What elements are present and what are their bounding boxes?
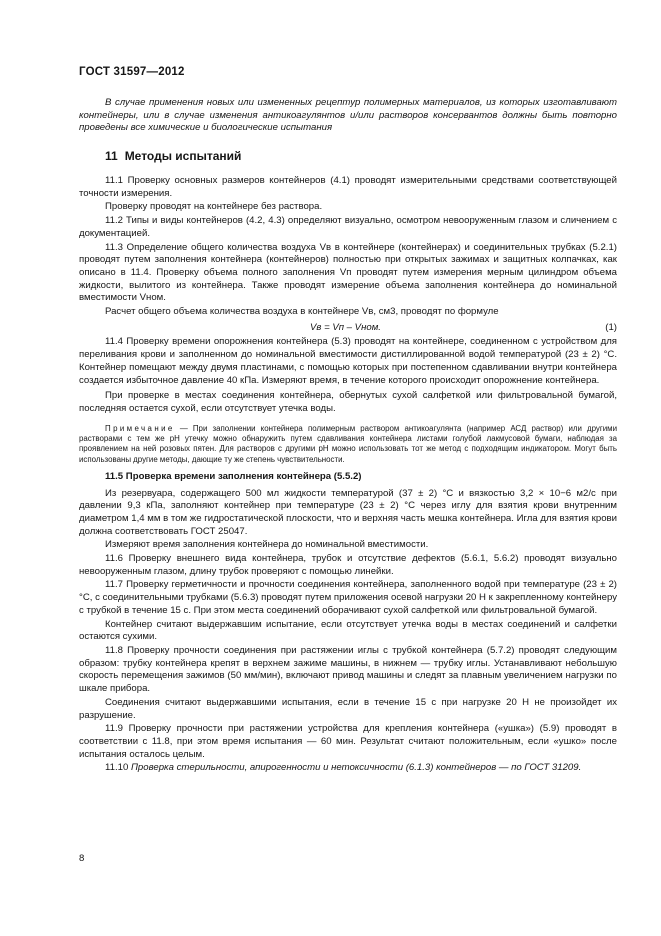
formula-row <box>79 322 617 335</box>
paragraph-11-9: 11.9 Проверку прочности при растяжении устройства для крепления контейнера («ушка») (5.9) проводят в соответствии с 11.8, при этом время испытания — 60 мин. Результат считают положительным, если «ушко» после испытания осталось целым. <box>79 723 617 760</box>
paragraph-11-10-text: Проверка стерильности, апирогенности и нетоксичности (6.1.3) контейнеров — по ГОСТ 31209. <box>130 762 582 774</box>
document-header: ГОСТ 31597—2012 <box>79 66 185 78</box>
note-text: — При заполнении контейнера полимерным раствором антикоагулянта (например АСД раствор) или другими растворами с тем же pH утечку можно обнаружить путем сдавливания контейнера листами голубой лакмусовой бумаги, наблюдая за проявлением на ней розовых пятен. Для растворов с другими pH можно использовать тот же метод с подходящим индикатором. Могут быть использованы другие методы, дающие ту же степень чувствительности. <box>79 423 617 464</box>
paragraph-11-1: 11.1 Проверку основных размеров контейнеров (4.1) проводят измерительными средствами соответствующей точности измерения. <box>79 175 617 199</box>
paragraph-11-4b: При проверке в местах соединения контейнера, обернутых сухой салфеткой или фильтровальной бумагой, последняя остается сухой, если отсутствует утечка воды. <box>79 390 617 414</box>
paragraph-11-8b: Соединения считают выдержавшими испытания, если в течение 15 с при нагрузке 20 Н не произойдет их разрушение. <box>79 696 617 721</box>
subsection-title-11-5: 11.5 Проверка времени заполнения контейнера (5.5.2) <box>105 470 362 482</box>
formula: Vв = Vп – Vном. <box>310 321 381 333</box>
section-heading <box>105 149 241 163</box>
paragraph-11-7b: Контейнер считают выдержавшим испытание, если отсутствует утечка воды в местах соединений и салфетки остаются сухими. <box>79 618 617 643</box>
paragraph-11-10-number: 11.10 <box>105 762 131 774</box>
paragraph-11-6: 11.6 Проверку внешнего вида контейнера, трубок и отсутствие дефектов (5.6.1, 5.6.2) проводят визуально невооруженным глазом, длину трубок проверяют с помощью линейки. <box>79 553 617 577</box>
section-body <box>79 175 617 775</box>
note-label: Примечание <box>105 423 175 433</box>
formula-number: (1) <box>605 321 617 333</box>
paragraph-11-2: 11.2 Типы и виды контейнеров (4.2, 4.3) определяют визуально, осмотром невооруженным глазом и сличением с документацией. <box>79 215 617 239</box>
section-title: Методы испытаний <box>124 149 242 163</box>
intro-paragraph <box>79 97 617 135</box>
paragraph-11-5b: Измеряют время заполнения контейнера до номинальной вместимости. <box>105 539 429 551</box>
note <box>79 424 617 465</box>
paragraph-11-1b: Проверку проводят на контейнере без раствора. <box>105 201 323 213</box>
paragraph-11-7: 11.7 Проверку герметичности и прочности соединения контейнера, заполненного водой при температуре (23 ± 2) °С, с соединительными трубками (5.6.3) проводят путем приложения осевой нагрузки 20 Н к закрепленному контейнеру с трубкой в течение 15 с. При этом места соединений оборачивают сухой салфеткой или фильтровальной бумагой. <box>79 579 617 616</box>
intro-text: В случае применения новых или измененных рецептур полимерных материалов, из которых изготавливают контейнеры, или в случае изменения антикоагулянтов и/или растворов консервантов должны быть повторно проведены все химические и биологические испытания <box>79 97 617 134</box>
paragraph-11-8: 11.8 Проверку прочности соединения при растяжении иглы с трубкой контейнера (5.7.2) проводят следующим образом: трубку контейнера крепят в верхнем зажиме машины, в нижнем — трубку иглы. Устанавливают небольшую скорость перемещения зажимов (50 мм/мин), включают привод машины и следят за плавным увеличением нагрузки по шкале прибора. <box>79 644 617 695</box>
paragraph-11-10 <box>79 762 617 775</box>
page-number: 8 <box>79 853 85 864</box>
paragraph-11-3b: Расчет общего объема количества воздуха в контейнере Vв, см3, проводят по формуле <box>105 306 499 318</box>
paragraph-11-4: 11.4 Проверку времени опорожнения контейнера (5.3) проводят на контейнере, соединенном с устройством для переливания крови и заполненном до номинальной вместимости дистиллированной водой температурой (23 ± 2) °С. Контейнер помещают между двумя пластинами, с помощью которых при постепенном сдавливании внутри контейнера создается избыточное давление 40 кПа. Измеряют время, в течение которого происходит опорожнение контейнера. <box>79 336 617 386</box>
paragraph-11-5: Из резервуара, содержащего 500 мл жидкости температурой (37 ± 2) °С и вязкостью 3,2 × 10−6 м2/с при давлении 9,3 кПа, заполняют контейнер при температуре (23 ± 2) °С через иглу для взятия крови внутренним диаметром 1,4 мм в том же гидростатической плоскости, что и верхняя часть мешка контейнера. Игла для взятия крови должна соответствовать ГОСТ 25047. <box>79 487 617 537</box>
section-number: 11 <box>105 149 118 163</box>
paragraph-11-3: 11.3 Определение общего количества воздуха Vв в контейнере (контейнерах) и соединительных трубках (5.2.1) проводят путем заполнения контейнера (контейнеров) полностью при открытых зажимах и защитных колпачках, как описано в 11.4. Проверку объема полного заполнения Vп проводят путем измерения мерным цилиндром объема жидкости, вылитого из контейнера. Также проводят измерение объема заполнения контейнера до номинальной вместимости Vном. <box>79 241 617 304</box>
